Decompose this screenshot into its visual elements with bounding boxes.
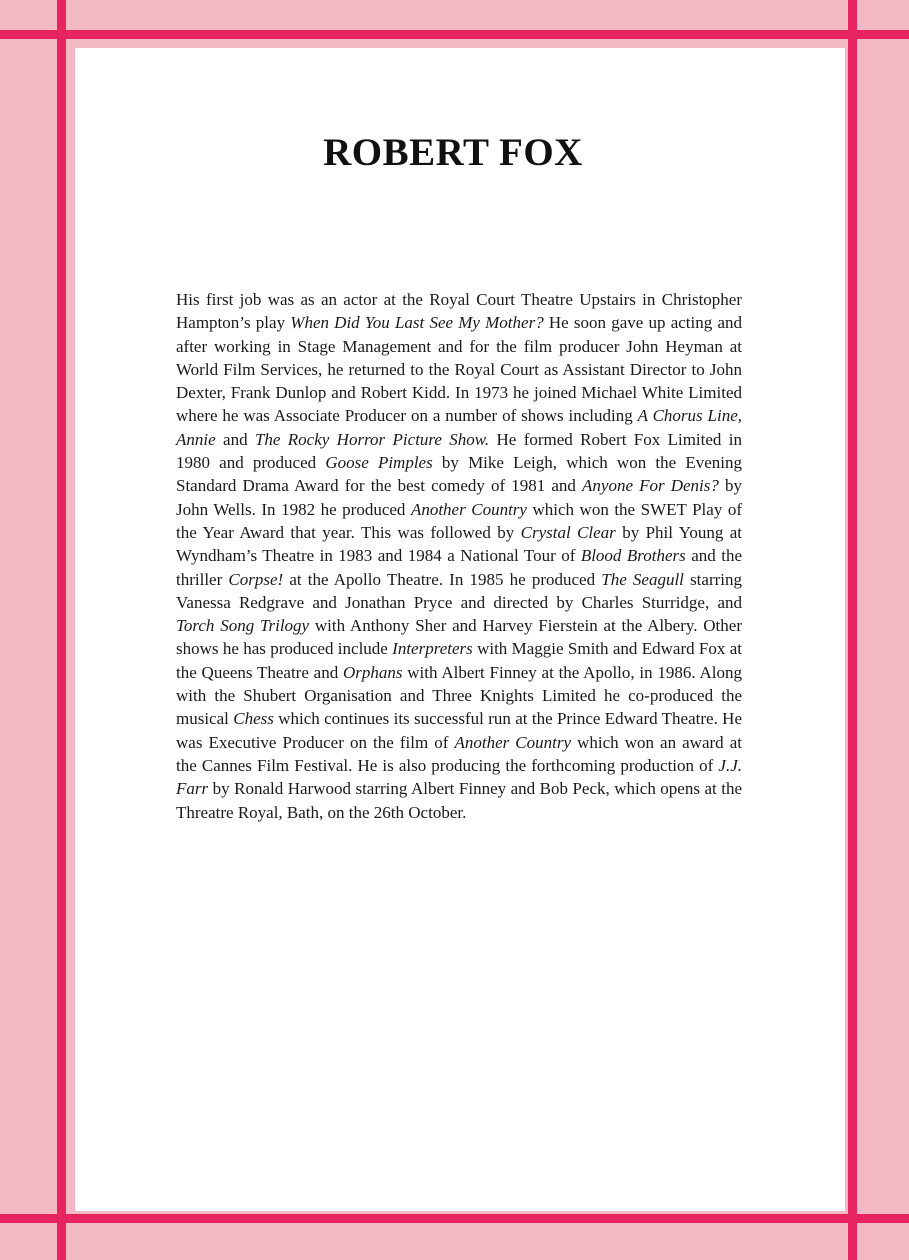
work-title: Orphans: [342, 662, 403, 682]
work-title: A Chorus Line, Annie: [176, 406, 742, 449]
bio-text-run: with Maggie Smith and Edward Fox at the Queens Theatre and: [176, 639, 742, 682]
bottom-border-band: [0, 1214, 909, 1223]
right-border-band: [848, 0, 857, 1260]
work-title: When Did You Last See My Mother?: [290, 313, 544, 333]
bio-text-run: starring Vanessa Redgrave and Jonathan Pryce and directed by Charles Sturridge, and: [176, 569, 742, 612]
work-title: Another Country: [410, 499, 527, 519]
bio-text-run: His first job was as an actor at the Royal Court Theatre Upstairs in Christopher Hampton’s play: [176, 290, 742, 333]
page-sheet: [75, 48, 845, 1211]
bio-text-run: by Ronald Harwood starring Albert Finney and Bob Peck, which opens at the Threatre Royal, Bath, on the 26th October.: [176, 779, 742, 822]
work-title: Chess: [233, 709, 274, 729]
work-title: Crystal Clear: [520, 522, 616, 542]
bio-text-run: and the thriller: [176, 546, 742, 589]
work-title: Interpreters: [392, 639, 473, 659]
bio-text-run: which won an award at the Cannes Film Festival. He is also producing the forthcoming production of: [176, 732, 742, 775]
work-title: J.J. Farr: [176, 755, 742, 799]
bio-text-run: which won the SWET Play of the Year Award that year. This was followed by: [176, 499, 743, 542]
bio-text-run: He formed Robert Fox Limited in 1980 and produced: [176, 429, 743, 473]
page-title: ROBERT FOX: [323, 131, 583, 174]
work-title: Another Country: [454, 732, 572, 752]
work-title: The Seagull: [601, 569, 684, 589]
left-border-band: [57, 0, 66, 1260]
bio-text-run: by Mike Leigh, which won the Evening Standard Drama Award for the best comedy of 1981 and: [176, 453, 742, 496]
bio-text-run: He soon gave up acting and after working in Stage Management and for the film producer John Heyman at World Film Services, he returned to the Royal Court as Assistant Director to John Dexter, Frank Dunlop and Robert Kidd. In 1973 he joined Michael White Limited where he was Associate Producer on a number of shows including: [176, 313, 742, 426]
bio-text-run: with Anthony Sher and Harvey Fierstein at the Albery. Other shows he has produced include: [176, 616, 742, 659]
work-title: Blood Brothers: [580, 546, 686, 566]
top-border-band: [0, 30, 909, 39]
work-title: Torch Song Trilogy: [176, 616, 310, 636]
bio-text-run: with Albert Finney at the Apollo, in 1986. Along with the Shubert Organisation and Three Knights Limited he co-produced the musical: [176, 662, 742, 729]
bio-text-run: at the Apollo Theatre. In 1985 he produced: [283, 569, 602, 589]
bio-text-run: and: [215, 429, 255, 449]
work-title: The Rocky Horror Picture Show.: [254, 429, 490, 449]
bio-text-run: by John Wells. In 1982 he produced: [176, 476, 742, 519]
work-title: Goose Pimples: [325, 453, 433, 473]
biography-paragraph: [176, 288, 742, 824]
bio-text-run: by Phil Young at Wyndham’s Theatre in 1983 and 1984 a National Tour of: [176, 522, 742, 566]
work-title: Corpse!: [228, 569, 284, 589]
bio-text-run: which continues its successful run at the Prince Edward Theatre. He was Executive Producer on the film of: [176, 709, 742, 752]
work-title: Anyone For Denis?: [582, 476, 719, 496]
